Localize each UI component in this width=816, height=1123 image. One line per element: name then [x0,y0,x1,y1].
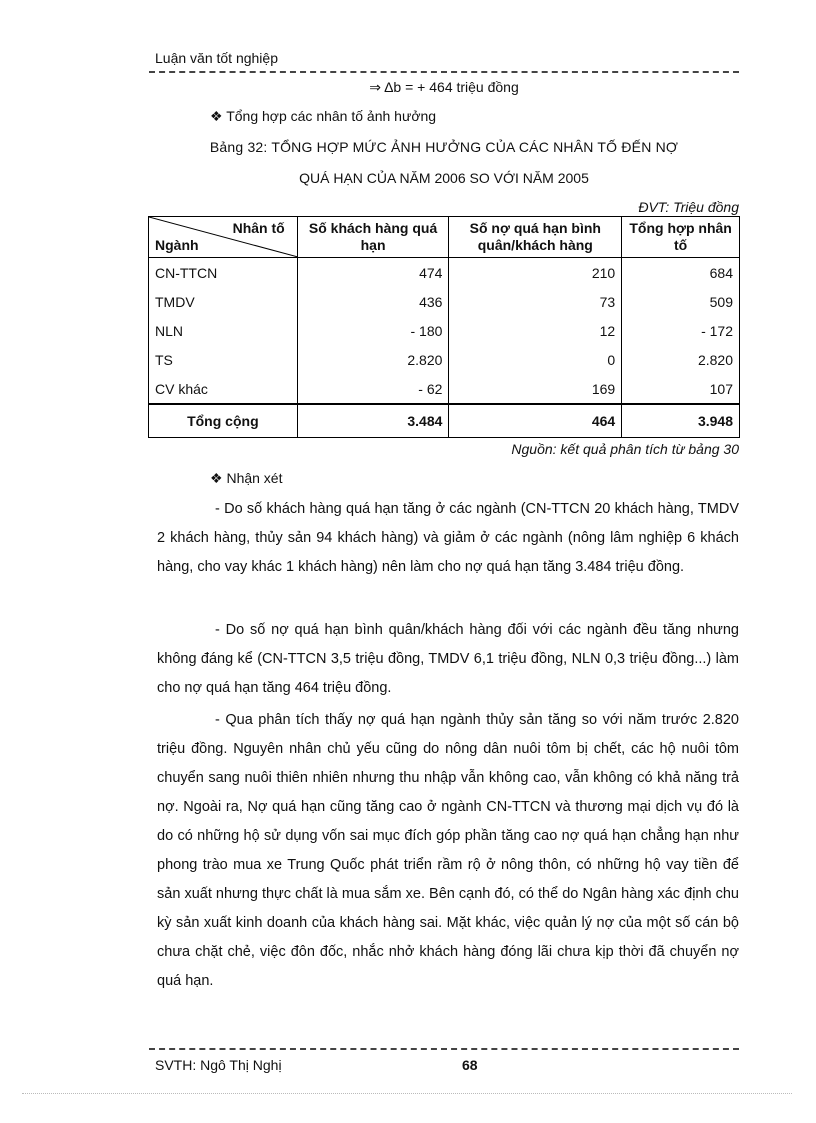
cell-customers: 474 [297,258,449,288]
row-label: TS [149,345,298,374]
cell-customers: - 62 [297,374,449,404]
footer-rule [149,1048,739,1050]
cell-total: 107 [622,374,740,404]
cell-total: 2.820 [622,345,740,374]
formula: ⇒ Δb = + 464 triệu đồng [369,79,519,95]
row-label: NLN [149,316,298,345]
section-title: Tổng hợp các nhân tố ảnh hưởng [226,108,437,124]
cell-avg-debt: 0 [449,345,622,374]
col-header-total: Tổng hợp nhân tố [622,217,740,258]
paragraph-1: - Do số khách hàng quá hạn tăng ở các ngành (CN-TTCN 20 khách hàng, TMDV 2 khách hàng, thủy sản 94 khách hàng) và giảm ở các ngành (nông lâm nghiệp 6 khách hàng, cho vay khác 1 khách hàng) nên làm cho nợ quá hạn tăng 3.484 triệu đồng. [157,501,739,575]
header-rule [149,71,739,73]
cell-customers: 436 [297,287,449,316]
col-header-customers: Số khách hàng quá hạn [297,217,449,258]
cell-avg-debt: 73 [449,287,622,316]
total-sum: 3.948 [622,404,740,438]
paragraph-2: - Do số nợ quá hạn bình quân/khách hàng đối với các ngành đều tăng nhưng không đáng kể (CN-TTCN 3,5 triệu đồng, TMDV 6,1 triệu đồng, NLN 0,3 triệu đồng...) làm cho nợ quá hạn tăng 464 triệu đồng. [157,622,739,696]
page-bottom-separator [22,1093,792,1094]
paragraph-3: - Qua phân tích thấy nợ quá hạn ngành thủy sản tăng so với năm trước 2.820 triệu đồng. Nguyên nhân chủ yếu cũng do nông dân nuôi tôm bị chết, các hộ nuôi tôm chuyển sang nuôi thiên nhiên nhưng thu nhập vẫn không cao, vẫn không có khả năng trả nợ. Ngoài ra, Nợ quá hạn cũng tăng cao ở ngành CN-TTCN và thương mại dịch vụ đó là do có những hộ sử dụng vốn sai mục đích góp phần tăng cao nợ quá hạn chẳng hạn như phong trào mua xe Trung Quốc phát triển rầm rộ ở nông thôn, có những hộ vay tiền để sản xuất nhưng thực chất là mua sắm xe. Bên cạnh đó, có thể do Ngân hàng xác định chu kỳ sản xuất kinh doanh của khách hàng sai. Mặt khác, việc quản lý nợ của một số cán bộ chưa chặt chẻ, việc đôn đốc, nhắc nhở khách hàng đóng lãi chưa kịp thời đã chuyển nợ quá hạn. [157,712,739,989]
row-label: TMDV [149,287,298,316]
source-note: Nguồn: kết quả phân tích từ bảng 30 [511,441,739,457]
table-row [149,287,740,316]
cell-total: 684 [622,258,740,288]
cell-avg-debt: 12 [449,316,622,345]
section-heading-remarks [210,470,283,487]
table-row [149,345,740,374]
total-avg-debt: 464 [449,404,622,438]
table-title-line2: QUÁ HẠN CỦA NĂM 2006 SO VỚI NĂM 2005 [299,170,589,186]
section-title: Nhận xét [226,470,283,486]
table-row [149,258,740,288]
table-row [149,374,740,404]
cell-avg-debt: 210 [449,258,622,288]
table-row [149,316,740,345]
table-title-line1: Bảng 32: TỔNG HỢP MỨC ẢNH HƯỞNG CỦA CÁC NHÂN TỐ ĐẾN NỢ [209,139,679,155]
cell-customers: - 180 [297,316,449,345]
running-header: Luận văn tốt nghiệp [155,50,278,66]
total-customers: 3.484 [297,404,449,438]
cell-customers: 2.820 [297,345,449,374]
cell-total: - 172 [622,316,740,345]
row-label: CV khác [149,374,298,404]
page-number: 68 [462,1057,478,1073]
footer-author: SVTH: Ngô Thị Nghị [155,1057,282,1073]
corner-header-cell [149,217,298,258]
diamond-bullet-icon: ❖ [210,470,223,486]
diamond-bullet-icon: ❖ [210,108,223,124]
unit-label: ĐVT: Triệu đồng [638,199,739,215]
corner-top-label: Nhân tố [232,220,285,236]
section-heading-summary [210,108,436,125]
table-header-row [149,217,740,258]
total-label: Tổng cộng [149,404,298,438]
cell-total: 509 [622,287,740,316]
corner-bottom-label: Ngành [155,237,199,253]
col-header-avg-debt: Số nợ quá hạn bình quân/khách hàng [449,217,622,258]
row-label: CN-TTCN [149,258,298,288]
cell-avg-debt: 169 [449,374,622,404]
total-row [149,404,740,438]
summary-table [148,216,740,438]
